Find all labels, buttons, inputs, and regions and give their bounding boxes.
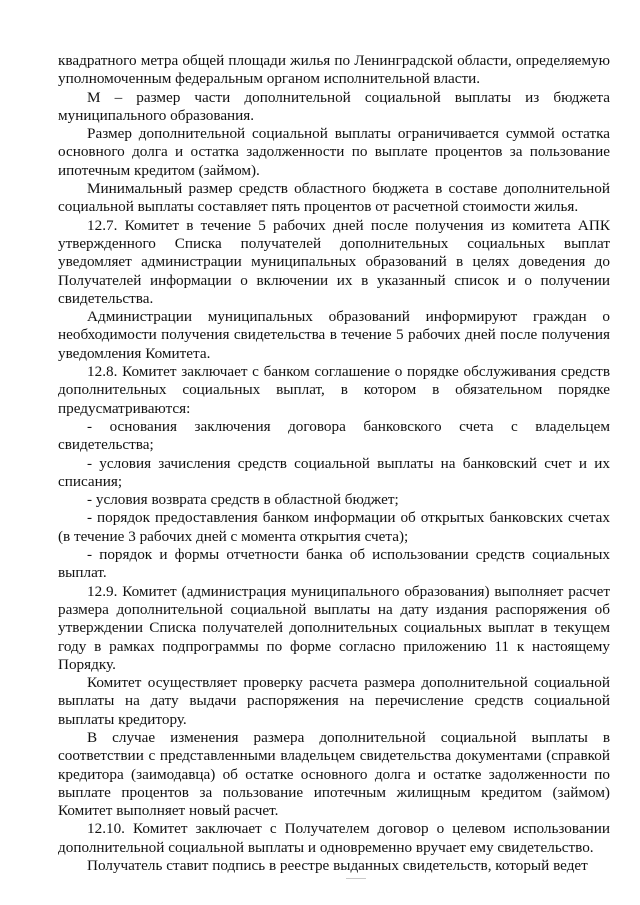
list-item-refund-conditions: - условия возврата средств в областной бюджет; [87, 491, 399, 509]
list-item-crediting-conditions: - условия зачисления средств социальной выплаты на банковский счет и их списания; [58, 454, 610, 490]
paragraph-12-7: 12.7. Комитет в течение 5 рабочих дней после получения из комитета АПК утвержденного Списка получателей дополнительных социальных выплат уведомляет администрации муниципальных образований в целях доведения до Получателей информации о включении их в указанный список и о получении свидетельства. [58, 216, 610, 307]
list-item-bank-information: - порядок предоставления банком информации об открытых банковских счетах (в течение 3 рабочих дней с момента открытия счета); [58, 509, 610, 545]
paragraph-signature-registry: Получатель ставит подпись в реестре выданных свидетельств, который ведет [87, 857, 588, 875]
paragraph-payment-limit: Размер дополнительной социальной выплаты ограничивается суммой остатка основного долга и остатка задолженности по выплате процентов за пользование ипотечным кредитом (займом). [58, 125, 610, 179]
paragraph-administrations-inform: Администрации муниципальных образований информируют граждан о необходимости получения свидетельства в течение 5 рабочих дней после получения уведомления Комитета. [58, 308, 610, 362]
paragraph-12-8: 12.8. Комитет заключает с банком соглашение о порядке обслуживания средств дополнительных социальных выплат, в котором в обязательном порядке предусматриваются: [58, 363, 610, 417]
paragraph-continuation: квадратного метра общей площади жилья по Ленинградской области, определяемую уполномоченным федеральным органом исполнительной власти. [58, 52, 610, 88]
list-item-grounds: - основания заключения договора банковского счета с владельцем свидетельства; [58, 417, 610, 454]
list-item-reporting: - порядок и формы отчетности банка об использовании средств социальных выплат. [58, 546, 610, 582]
paragraph-12-10: 12.10. Комитет заключает с Получателем договор о целевом использовании дополнительной социальной выплаты и одновременно вручает ему свидетельство. [58, 820, 610, 856]
paragraph-recalculation: В случае изменения размера дополнительной социальной выплаты в соответствии с представленными владельцем свидетельства документами (справкой кредитора (заимодавца) об остатке основного долга и остатке задолженности по выплате процентов за пользование ипотечным жилищным кредитом (займом) Комитет выполняет новый расчет. [58, 728, 610, 820]
document-page [58, 52, 610, 875]
paragraph-minimum-size: Минимальный размер средств областного бюджета в составе дополнительной социальной выплаты составляет пять процентов от расчетной стоимости жилья. [58, 180, 610, 216]
paragraph-m-definition: М – размер части дополнительной социальной выплаты из бюджета муниципального образования. [58, 88, 610, 124]
page-bottom-mark [346, 878, 366, 879]
paragraph-12-9: 12.9. Комитет (администрация муниципального образования) выполняет расчет размера дополнительной социальной выплаты на дату издания распоряжения об утверждении Списка получателей дополнительных социальных выплат в текущем году в рамках подпрограммы по форме согласно приложению 11 к настоящему Порядку. [58, 582, 610, 673]
paragraph-calculation-check: Комитет осуществляет проверку расчета размера дополнительной социальной выплаты на дату выдачи распоряжения на перечисление средств социальной выплаты кредитору. [58, 674, 610, 728]
